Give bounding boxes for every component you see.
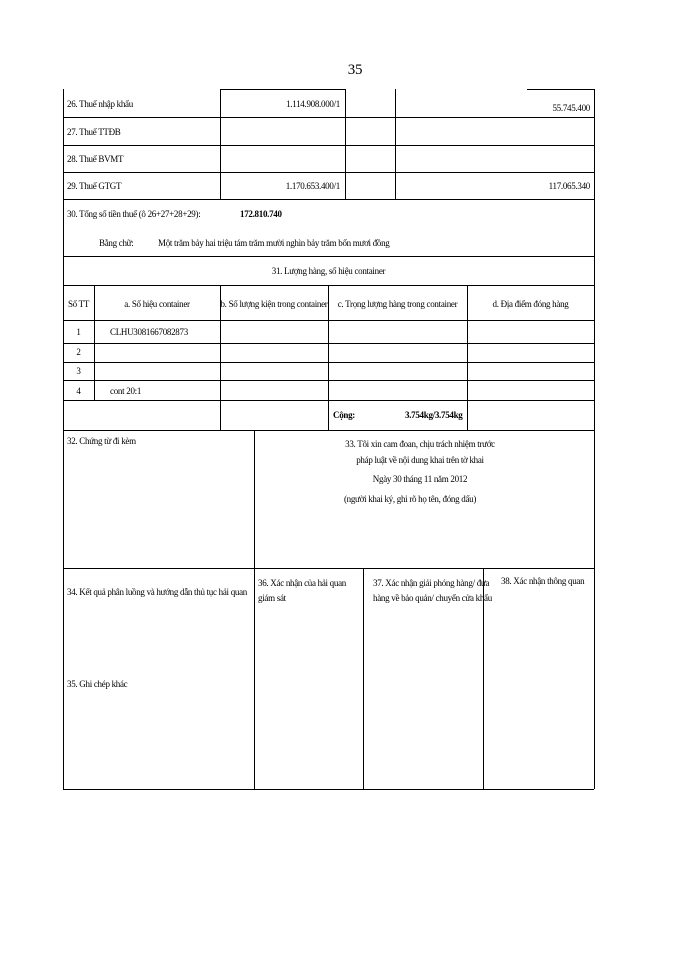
- tax-label-27: 27. Thuế TTĐB: [67, 127, 121, 137]
- box-32-label: 32. Chứng từ đi kèm: [67, 436, 136, 446]
- container-header-location: d. Địa điểm đóng hàng: [492, 299, 569, 309]
- container-header-no: Số TT: [67, 299, 90, 309]
- box-33-line-1: 33. Tôi xin cam đoan, chịu trách nhiệm trước: [345, 439, 495, 449]
- tax-value-26: 1.114.908.000/1: [286, 99, 340, 109]
- box-37-line-2: hàng về bảo quản/ chuyển cửa khẩu: [373, 593, 492, 603]
- box-36-line-1: 36. Xác nhận của hải quan: [258, 578, 346, 588]
- container-row-4-number: cont 20:1: [110, 386, 142, 396]
- tax-label-29: 29. Thuế GTGT: [67, 181, 122, 191]
- page-number: 35: [347, 62, 363, 78]
- box-33-sign-note: (người khai ký, ghi rõ họ tên, đóng dấu): [343, 494, 477, 504]
- box-33-line-2: pháp luật về nội dung khai trên tờ khai: [356, 455, 484, 465]
- container-row-1-number: CLHU3081667082873: [110, 327, 188, 337]
- total-tax-value: 172.810.740: [240, 209, 282, 219]
- tax-label-28: 28. Thuế BVMT: [67, 154, 124, 164]
- container-row-2-no: 2: [76, 347, 81, 357]
- container-section-title: 31. Lượng hàng, số hiệu container: [271, 266, 386, 276]
- container-header-packages: b. Số lượng kiện trong container: [220, 299, 328, 309]
- container-row-3-no: 3: [76, 366, 81, 376]
- container-sum-label: Cộng:: [333, 410, 356, 420]
- tax-value-29: 1.170.653.400/1: [285, 181, 340, 191]
- container-header-number: a. Số hiệu container: [124, 299, 190, 309]
- tax-label-26: 26. Thuế nhập khẩu: [67, 99, 133, 109]
- tax-amount-29: 117.065.340: [548, 181, 590, 191]
- tax-amount-26: 55.745.400: [552, 103, 590, 113]
- container-header-weight: c. Trọng lượng hàng trong container: [337, 299, 458, 309]
- box-37-line-1: 37. Xác nhận giải phóng hàng/ đưa: [373, 578, 490, 588]
- box-35-label: 35. Ghi chép khác: [67, 679, 128, 689]
- box-36-line-2: giám sát: [258, 593, 286, 603]
- total-tax-label: 30. Tổng số tiền thuế (ô 26+27+28+29):: [67, 209, 201, 219]
- container-row-4-no: 4: [76, 386, 81, 396]
- box-38-label: 38. Xác nhận thông quan: [501, 576, 585, 586]
- container-sum-value: 3.754kg/3.754kg: [405, 410, 463, 420]
- box-33-date: Ngày 30 tháng 11 năm 2012: [372, 474, 468, 484]
- amount-in-words: Một trăm bảy hai triệu tám trăm mười nghìn bảy trăm bốn mươi đồng: [158, 238, 390, 248]
- box-34-label: 34. Kết quả phân luồng và hướng dẫn thủ tục hải quan: [67, 587, 247, 597]
- container-row-1-no: 1: [76, 327, 81, 337]
- amount-in-words-label: Bằng chữ:: [99, 238, 134, 248]
